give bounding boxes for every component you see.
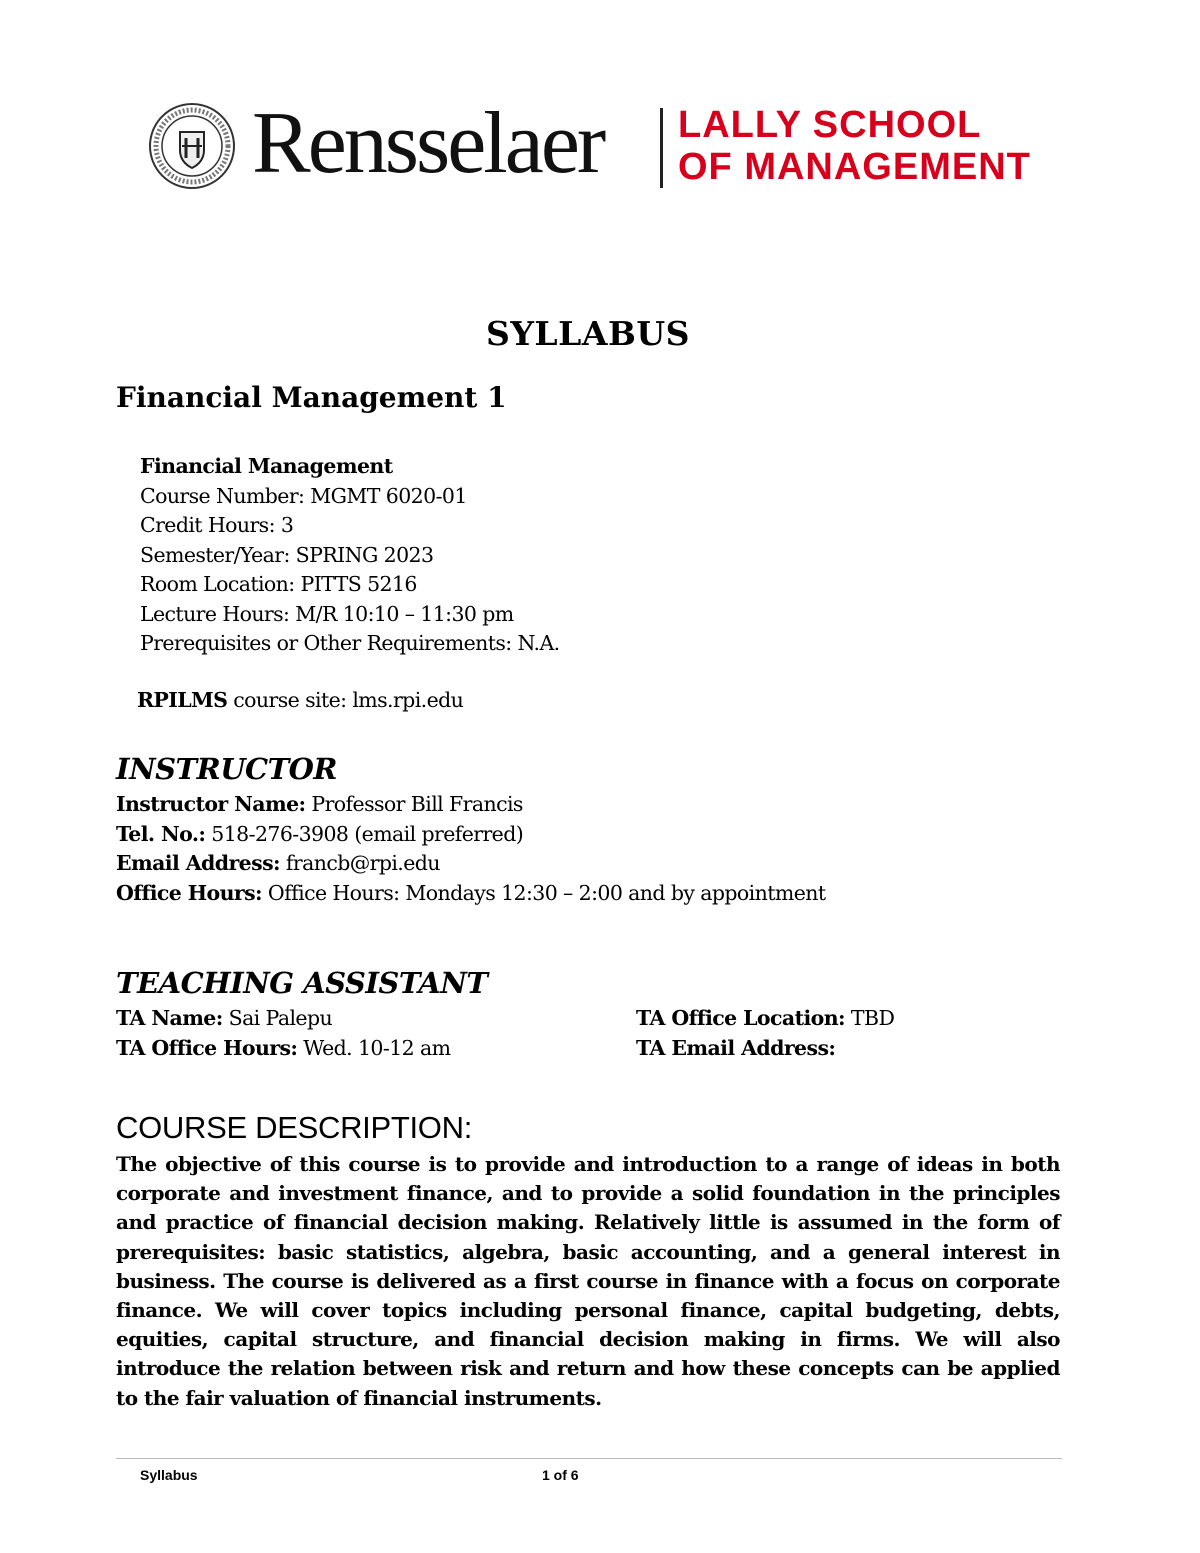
ta-info-left	[116, 1004, 450, 1063]
instructor-name: Professor Bill Francis	[305, 792, 523, 816]
instructor-info	[116, 790, 825, 908]
email-label: Email Address:	[116, 851, 280, 875]
prerequisites: Prerequisites or Other Requirements: N.A.	[140, 631, 560, 655]
email-link[interactable]: francb@rpi.edu	[279, 851, 440, 875]
course-info	[140, 452, 560, 659]
ta-email-label: TA Email Address:	[636, 1035, 836, 1060]
course-description-heading: COURSE DESCRIPTION:	[116, 1110, 473, 1145]
office-hours-label: Office Hours:	[116, 880, 263, 905]
ta-info-right	[636, 1004, 894, 1063]
ta-hours: Wed. 10-12 am	[297, 1035, 451, 1060]
university-wordmark: Rensselaer	[252, 95, 604, 192]
school-name-line2: OF MANAGEMENT	[678, 146, 1031, 188]
ta-location: TBD	[844, 1006, 895, 1030]
school-name-line1: LALLY SCHOOL	[678, 104, 982, 146]
course-number: Course Number: MGMT 6020-01	[140, 483, 467, 508]
tel-label: Tel. No.:	[116, 821, 206, 846]
ta-hours-label: TA Office Hours:	[116, 1035, 298, 1060]
room-location: Room Location: PITTS 5216	[140, 572, 417, 596]
school-name	[678, 104, 1031, 188]
rensselaer-lally-logo	[148, 95, 1031, 192]
instructor-heading: INSTRUCTOR	[116, 752, 338, 786]
lecture-hours: Lecture Hours: M/R 10:10 – 11:30 pm	[140, 601, 514, 626]
semester-year: Semester/Year: SPRING 2023	[140, 542, 434, 567]
credit-hours: Credit Hours: 3	[140, 513, 294, 537]
rensselaer-seal-icon	[148, 102, 236, 190]
course-title: Financial Management 1	[116, 381, 507, 414]
footer-label: Syllabus	[140, 1467, 198, 1483]
page-number: 1 of 6	[542, 1467, 579, 1483]
ta-name-label: TA Name:	[116, 1006, 223, 1030]
lms-link[interactable]: course site: lms.rpi.edu	[227, 688, 464, 712]
course-name: Financial Management	[140, 454, 393, 478]
document-title: SYLLABUS	[486, 314, 690, 353]
lms-label: RPILMS	[137, 688, 228, 712]
instructor-name-label: Instructor Name:	[116, 792, 306, 816]
ta-name: Sai Palepu	[222, 1006, 333, 1030]
office-hours-value: Office Hours: Mondays 12:30 – 2:00 and by appointment	[262, 880, 826, 905]
logo-divider	[660, 108, 663, 188]
ta-location-label: TA Office Location:	[636, 1006, 845, 1030]
footer-divider	[116, 1458, 1062, 1459]
lms-site	[137, 686, 463, 716]
teaching-assistant-heading: TEACHING ASSISTANT	[116, 966, 488, 1000]
course-description-text: The objective of this course is to provide and introduction to a range of ideas in both corporate and investment finance, and to provide a solid foundation in the principles and practice of financial decision making. Relatively little is assumed in the form of prerequisites: basic statistics, algebra, basic accounting, and a general interest in business. The course is delivered as a first course in finance with a focus on corporate finance. We will cover topics including personal finance, capital budgeting, debts, equities, capital structure, and financial decision making in firms. We will also introduce the relation between risk and return and how these concepts can be applied to the fair valuation of financial instruments.	[116, 1152, 1060, 1410]
tel-value: 518-276-3908 (email preferred)	[205, 821, 524, 846]
